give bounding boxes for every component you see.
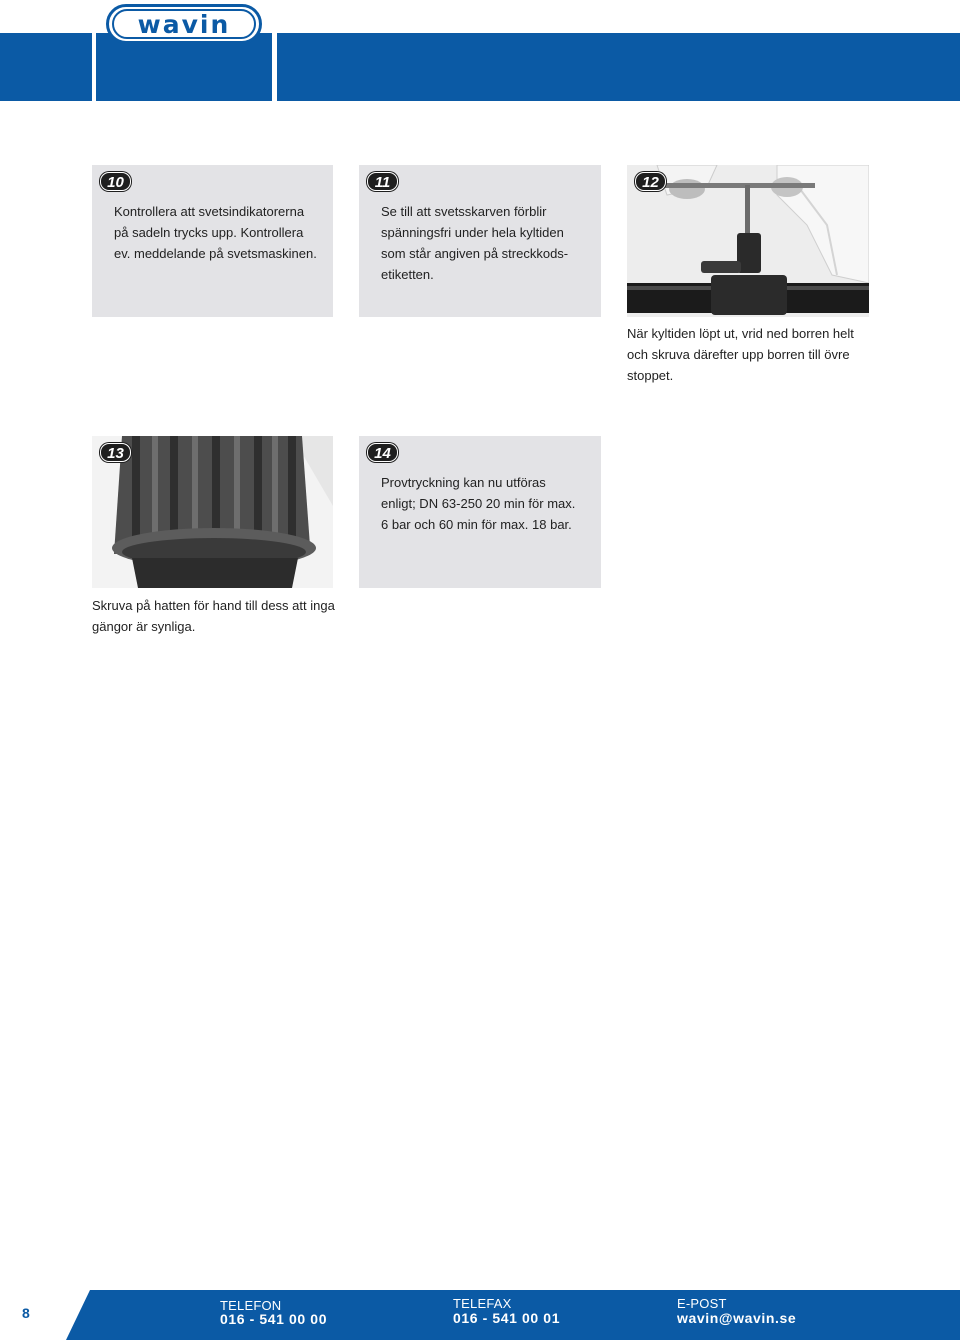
header-bar-right [277, 33, 960, 101]
wavin-logo [106, 4, 262, 44]
header-bar-left [0, 33, 92, 101]
step-10-line: ev. meddelande på svetsmaskinen. [114, 246, 317, 261]
step-14-line: Provtryckning kan nu utföras [381, 475, 546, 490]
step-11-line: som står angiven på streckkods- [381, 246, 569, 261]
footer-epost-value[interactable]: wavin@wavin.se [677, 1310, 797, 1326]
step-11-badge: 11 [367, 172, 398, 191]
page-number: 8 [22, 1305, 30, 1321]
step-11-line: spänningsfri under hela kyltiden [381, 225, 564, 240]
step-10-text [114, 201, 317, 264]
step-10-panel [92, 165, 333, 317]
step-11-line: Se till att svetsskarven förblir [381, 204, 547, 219]
wavin-logo-text: wavin [112, 9, 256, 39]
step-10-badge: 10 [100, 172, 131, 191]
step-12-caption-line: och skruva därefter upp borren till övre [627, 347, 850, 362]
step-13-caption-line: Skruva på hatten för hand till dess att inga [92, 598, 335, 613]
footer-telefax-value: 016 - 541 00 01 [453, 1310, 561, 1326]
step-13-caption [92, 595, 335, 637]
step-11-panel [359, 165, 601, 317]
step-14-text [381, 472, 575, 535]
footer-epost-label: E-POST [677, 1296, 727, 1311]
footer-telefon-label: TELEFON [220, 1298, 282, 1313]
footer-telefax-label: TELEFAX [453, 1296, 512, 1311]
footer-telefon-value: 016 - 541 00 00 [220, 1311, 328, 1327]
step-12-badge: 12 [635, 172, 666, 191]
step-11-line: etiketten. [381, 267, 434, 282]
step-13-caption-line: gängor är synliga. [92, 619, 196, 634]
step-12-caption-line: stoppet. [627, 368, 674, 383]
step-11-text [381, 201, 568, 285]
step-12-caption-line: När kyltiden löpt ut, vrid ned borren helt [627, 326, 854, 341]
step-10-line: Kontrollera att svetsindikatorerna [114, 204, 305, 219]
step-14-panel [359, 436, 601, 588]
step-13-photo [92, 436, 333, 588]
step-14-line: 6 bar och 60 min för max. 18 bar. [381, 517, 572, 532]
step-13-badge: 13 [100, 443, 131, 462]
step-10-line: på sadeln trycks upp. Kontrollera [114, 225, 304, 240]
step-14-line: enligt; DN 63-250 20 min för max. [381, 496, 576, 511]
step-12-caption [627, 323, 854, 386]
step-14-badge: 14 [367, 443, 398, 462]
step-12-photo [627, 165, 869, 317]
